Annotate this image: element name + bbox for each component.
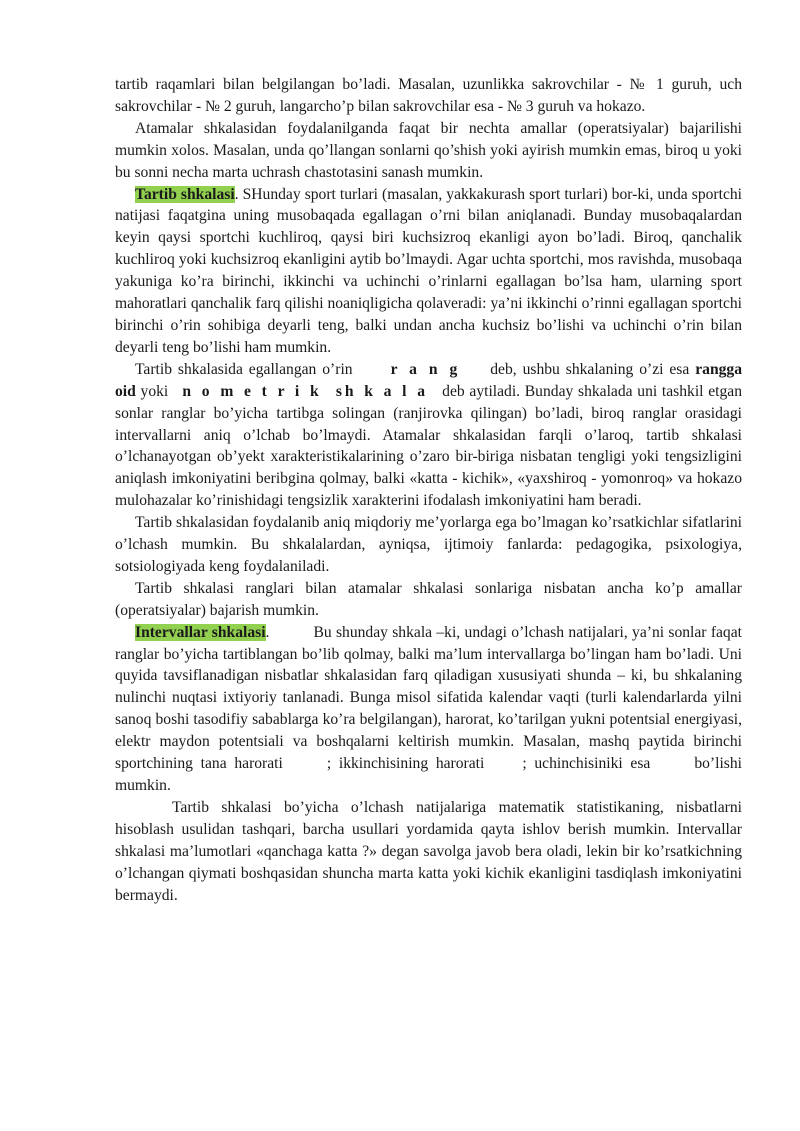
term-intervallar-shkalasi: Intervallar shkalasi (135, 623, 266, 641)
term-tartib-shkalasi: Tartib shkalasi (135, 185, 235, 203)
paragraph-4-text-2: deb, ushbu shkalaning o’zi esa (490, 360, 690, 378)
paragraph-8: Tartib shkalasi bo’yicha o’lchash natijalariga matematik statistikaning, nisbatlarni hisoblash usulidan tashqari, barcha usullari yordamida qayta ishlov berish mumkin. Intervallar shkalasi ma’lumotlari «qanchaga katta ?» degan savolga javob bera oladi, lekin bir ko’rsatkichning o’lchangan qiymati boshqasidan shuncha marta katta yoki kichik ekanligini tasdiqlash imkoniyatini bermaydi. (115, 798, 742, 904)
term-nometrik: n o m e t r i k (182, 382, 322, 400)
paragraph-4-text-3: yoki (140, 382, 169, 400)
document-page (115, 74, 742, 906)
paragraph-4 (115, 359, 742, 512)
term-rang: r a n g (390, 360, 461, 378)
term-rangga-oid: rangga oid (115, 360, 743, 400)
paragraph-7-text-3: ; ikkinchisining harorati (326, 755, 485, 773)
paragraph-6: Tartib shkalasi ranglari bilan atamalar shkalasi sonlariga nisbatan ancha ko’p amallar (operatsiyalar) bajarish mumkin. (115, 579, 742, 619)
paragraph-7-text-5: bo’lishi mumkin. (115, 755, 742, 794)
paragraph-1: tartib raqamlari bilan belgilangan bo’ladi. Masalan, uzunlikka sakrovchilar - № 1 guruh, uch sakrovchilar - № 2 guruh, langarcho’p bilan sakrovchilar esa - № 3 guruh va hokazo. (115, 76, 742, 115)
paragraph-4-text-4: deb aytiladi. Bunday shkalada uni tashkil etgan sonlar ranglar bo’yicha tartibga solingan (ranjirovka qilingan) bo’ladi, biroq ranglar orasidagi intervallarni aniq o’lchab bo’lmaydi. Atamalar shkalasidan farqli o’laroq, tartib shkalasi o’lchanayotgan ob’yekt xarakteristikalarining o’zaro bir-biriga nisbatan tengligi yoki tengsizligini aniqlash imkoniyatini beribgina qolmay, balki «katta - kichik», «yaxshiroq - yomonroq» va hokazo mulohazalar ko’rinishidagi tengsizlik xarakterini ifodalash imkoniyatini ham beradi. (115, 382, 742, 510)
paragraph-5: Tartib shkalasidan foydalanib aniq miqdoriy me’yorlarga ega bo’lmagan ko’rsatkichlar sifatlarini o’lchash mumkin. Bu shkalalardan, ayniqsa, ijtimoiy fanlarda: pedagogika, psixologiya, sotsiologiyada keng foydalaniladi. (115, 514, 742, 575)
paragraph-7-text-4: ; uchinchisiniki esa (522, 755, 651, 773)
term-shkala: sh k a l a (335, 382, 429, 400)
paragraph-7-text-1: . (265, 623, 270, 641)
paragraph-7 (115, 622, 742, 797)
paragraph-3-text: . SHunday sport turlari (masalan, yakkakurash sport turlari) bor-ki, unda sportchi natijasi faqatgina uning musobaqada egallagan o’rni bilan aniqlanadi. Bunday musobaqalardan keyin qaysi sportchi kuchliroq, qaysi biri kuchsizroq ekanligi ayon bo’ladi. Biroq, qanchalik kuchliroq yoki kuchsizroq ekanligini aytib bo’lmaydi. Agar uchta sportchi, mos ravishda, musobaqa yakuniga ko’ra birinchi, ikkinchi va uchinchi o’rinlarni egallagan bo’lsa ham, ularning sport mahoratlari qanchalik farq qilishi noaniqligicha qolaveradi: ya’ni ikkinchi o’rinni egallagan sportchi birinchi o’rin sohibiga deyarli teng, balki undan ancha kuchsiz bo’lishi va uchinchi o’rin bilan deyarli teng bo’lishi ham mumkin. (115, 185, 742, 356)
paragraph-3 (115, 184, 742, 359)
paragraph-4-text-1: Tartib shkalasida egallangan o’rin (135, 360, 353, 378)
paragraph-2: Atamalar shkalasidan foydalanilganda faqat bir nechta amallar (operatsiyalar) bajarilishi mumkin xolos. Masalan, unda qo’llangan sonlarni qo’shish yoki ayirish mumkin emas, biroq u yoki bu sonni necha marta uchrash chastotasini sanash mumkin. (115, 119, 742, 181)
paragraph-7-text-2: Bu shunday shkala –ki, undagi o’lchash natijalari, ya’ni sonlar faqat ranglar bo’yicha tartiblangan bo’lib qolmay, balki ma’lum intervallarga bo’lingan ham bo’ladi. Uni quyida tavsiflanadigan nisbatlar shkalasidan farq qiladigan xususiyati shunda – ki, bu shkalaning nulinchi nuqtasi ixtiyoriy tanlanadi. Bunga misol sifatida kalendar vaqti (turli kalendarlarda yilni sanoq boshi tasodifiy sabablarga ko’ra belgilangan), harorat, ko’tarilgan yukni potentsial energiyasi, elektr maydon potentsiali va boshqalarni keltirish mumkin. Masalan, mashq paytida birinchi sportchining tana harorati (115, 623, 742, 773)
